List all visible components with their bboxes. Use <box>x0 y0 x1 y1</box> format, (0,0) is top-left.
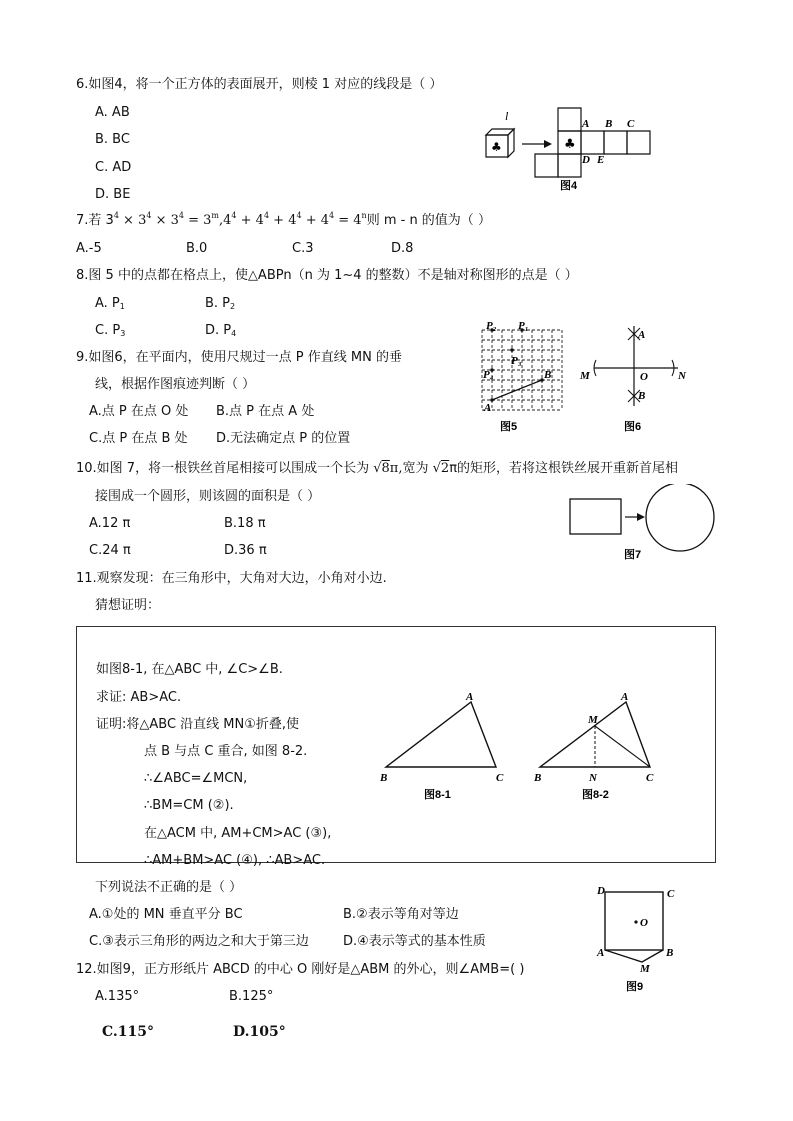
q8-option-b: B. $P_2$ <box>205 296 236 311</box>
svg-text:A: A <box>621 691 629 703</box>
fig4-club-icon-net: ♣ <box>564 137 576 152</box>
fig9-caption: 图9 <box>626 981 644 993</box>
q7-option-d: D.8 <box>391 241 414 256</box>
figure-6 <box>574 318 694 436</box>
q6-stem: 6.如图4，将一个正方体的表面展开，则棱 1 对应的线段是（ ） <box>76 77 443 92</box>
figure-5 <box>474 318 574 436</box>
q10-option-d: D.36 π <box>224 543 267 558</box>
q12-option-b: B.125° <box>229 989 274 1004</box>
svg-text:N: N <box>589 772 597 784</box>
fig6-caption: 图6 <box>624 421 642 433</box>
proof-line-5: ∴∠ABC=∠MCN, <box>144 771 248 786</box>
q8-option-d: D. $P_4$ <box>205 323 237 338</box>
proof-line-8: ∴AM+BM>AC (④), ∴AB>AC. <box>144 853 326 868</box>
svg-text:B: B <box>666 947 674 959</box>
svg-text:N: N <box>678 370 686 382</box>
q7-option-b: B.0 <box>186 241 208 256</box>
q12-stem: 12.如图9，正方形纸片 ABCD 的中心 O 刚好是△ABM 的外心，则∠AMB=( ) <box>76 962 525 977</box>
fig7-caption: 图7 <box>624 549 642 561</box>
svg-text:M: M <box>640 963 650 975</box>
q9-option-c: C.点 P 在点 B 处 <box>89 431 188 446</box>
q6-option-c: C. AD <box>95 160 132 175</box>
svg-text:P₃: P₃ <box>511 355 522 367</box>
q10-option-c: C.24 π <box>89 543 131 558</box>
svg-text:P₂: P₂ <box>486 320 497 332</box>
proof-line-4: 点 B 与点 C 重合, 如图 8-2. <box>144 744 308 759</box>
q12-option-d: D.105° <box>233 1024 286 1040</box>
figure-4 <box>478 103 668 195</box>
figure-8-1 <box>376 690 516 802</box>
proof-line-6: ∴BM=CM (②). <box>144 798 234 813</box>
svg-text:D: D <box>597 885 605 897</box>
q7-stem: 7.若 $3^4 \times 3^4 \times 3^4 = 3^m,4^4 + 4^4 + 4^4 + 4^4 = 4^n$则 m - n 的值为（ ） <box>76 211 491 228</box>
svg-text:E: E <box>597 154 605 166</box>
svg-text:A: A <box>582 118 590 130</box>
q6-option-a: A. AB <box>95 105 130 120</box>
q10-option-b: B.18 π <box>224 516 266 531</box>
svg-text:M: M <box>588 714 598 726</box>
q11-sub: 猜想证明： <box>95 598 161 613</box>
q8-option-a: A. $P_1$ <box>95 296 125 311</box>
svg-text:C: C <box>496 772 504 784</box>
svg-text:M: M <box>580 370 590 382</box>
svg-text:A: A <box>484 402 492 414</box>
svg-text:A: A <box>638 329 646 341</box>
q11-option-a: A.①处的 MN 垂直平分 BC <box>89 907 243 922</box>
q12-option-c: C.115° <box>102 1024 154 1040</box>
svg-text:B: B <box>544 369 552 381</box>
q9-stem-line1: 9.如图6，在平面内，使用尺规过一点 P 作直线 MN 的垂 <box>76 350 402 365</box>
svg-text:B: B <box>380 772 388 784</box>
svg-text:C: C <box>646 772 654 784</box>
svg-text:P₄: P₄ <box>483 369 494 381</box>
proof-line-7: 在△ACM 中, AM+CM>AC (③), <box>144 826 332 841</box>
svg-text:A: A <box>466 691 474 703</box>
q9-stem-line2: 线，根据作图痕迹判断（ ） <box>95 377 256 392</box>
q9-option-d: D.无法确定点 P 的位置 <box>216 431 351 446</box>
q6-option-d: D. BE <box>95 187 131 202</box>
figure-8-2 <box>530 690 670 802</box>
svg-text:B: B <box>638 390 646 402</box>
fig5-caption: 图5 <box>500 421 518 433</box>
svg-text:B: B <box>605 118 613 130</box>
svg-text:D: D <box>582 154 590 166</box>
q7-option-c: C.3 <box>292 241 314 256</box>
q12-option-a: A.135° <box>95 989 140 1004</box>
svg-text:O: O <box>640 371 648 383</box>
fig8-1-caption: 图8-1 <box>424 789 451 801</box>
q7-option-a: A.-5 <box>76 241 102 256</box>
proof-line-3: 证明:将△ABC 沿直线 MN①折叠,使 <box>96 717 300 732</box>
q10-option-a: A.12 π <box>89 516 131 531</box>
q11-stem: 11.观察发现：在三角形中，大角对大边，小角对小边. <box>76 571 387 586</box>
svg-text:P₁: P₁ <box>518 320 529 332</box>
q10-stem-line2: 接围成一个圆形，则该圆的面积是（ ） <box>95 489 321 504</box>
fig8-2-caption: 图8-2 <box>582 789 609 801</box>
svg-text:C: C <box>627 118 635 130</box>
svg-text:A: A <box>597 947 605 959</box>
svg-text:O: O <box>640 917 648 929</box>
svg-text:C: C <box>667 888 675 900</box>
q9-option-b: B.点 P 在点 A 处 <box>216 404 315 419</box>
fig4-club-icon: ♣ <box>491 140 502 154</box>
q11-question: 下列说法不正确的是（ ） <box>95 880 243 895</box>
q11-option-c: C.③表示三角形的两边之和大于第三边 <box>89 934 309 949</box>
q10-stem-line1: 10.如图 7，将一根铁丝首尾相接可以围成一个长为 √8π,宽为 √2π的矩形，若将这根铁丝展开重新首尾相 <box>76 461 679 476</box>
q11-option-d: D.④表示等式的基本性质 <box>343 934 486 949</box>
q9-option-a: A.点 P 在点 O 处 <box>89 404 189 419</box>
q6-option-b: B. BC <box>95 132 130 147</box>
proof-line-2: 求证: AB>AC. <box>96 690 182 705</box>
proof-line-1: 如图8-1, 在△ABC 中, ∠C>∠B. <box>96 662 283 677</box>
q8-option-c: C. $P_3$ <box>95 323 126 338</box>
figure-7 <box>562 484 722 564</box>
q8-stem: 8.图 5 中的点都在格点上，使△ABPn（n 为 1~4 的整数）不是轴对称图形的点是（ ） <box>76 268 578 283</box>
fig4-edge-label: l <box>505 109 509 123</box>
fig4-caption: 图4 <box>560 180 578 192</box>
q11-option-b: B.②表示等角对等边 <box>343 907 459 922</box>
figure-9 <box>592 882 692 994</box>
svg-text:B: B <box>534 772 542 784</box>
